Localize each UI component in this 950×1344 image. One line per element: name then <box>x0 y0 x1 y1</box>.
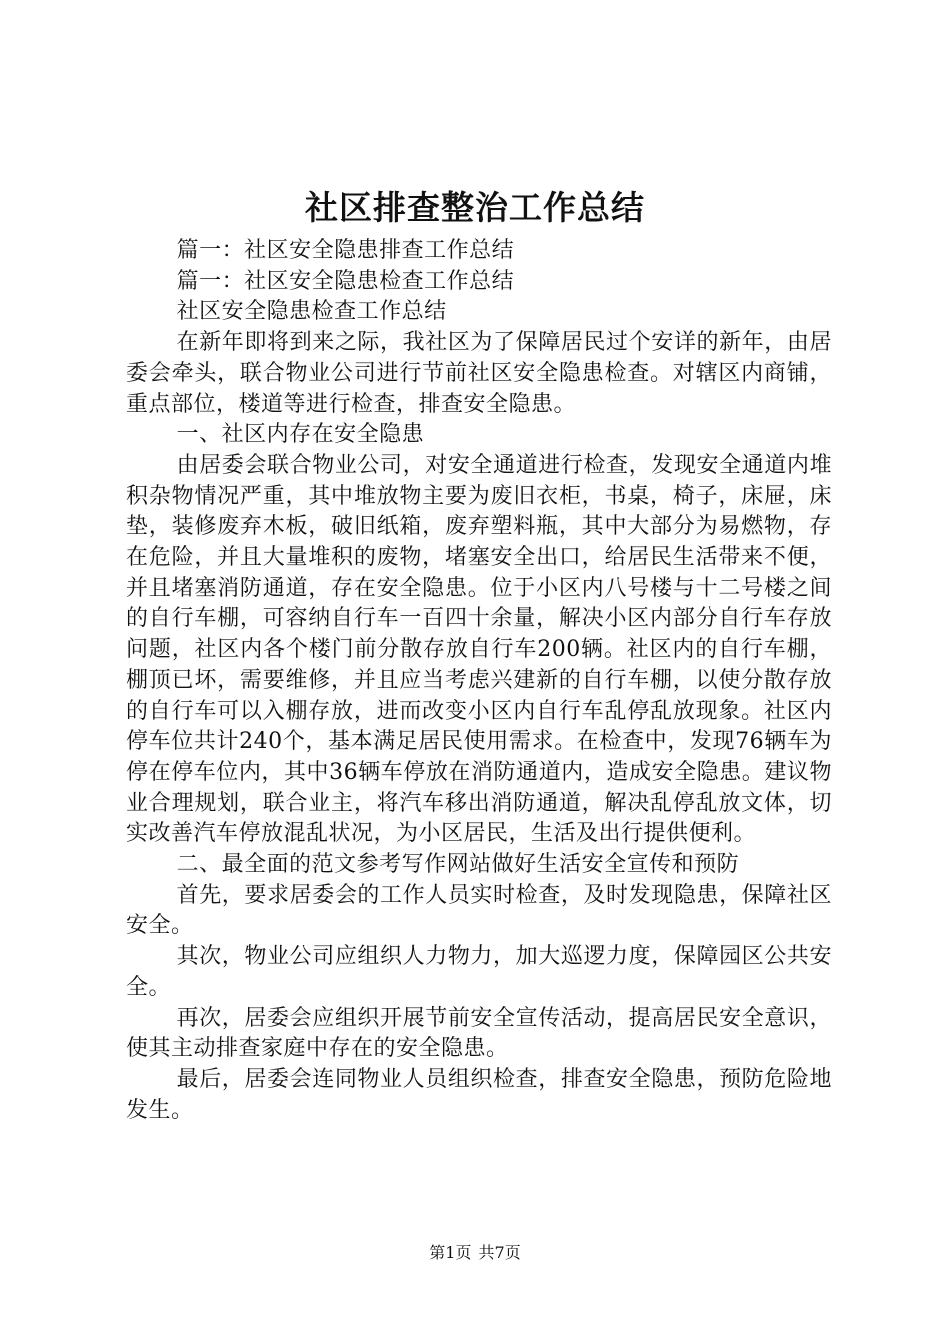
paragraph-1: 篇一：社区安全隐患排查工作总结 <box>176 238 515 263</box>
paragraph-8: 首先，要求居委会的工作人员实时检查，及时发现隐患，保障社区安全。 <box>126 882 832 939</box>
section-heading-1: 一、社区内存在安全隐患 <box>176 422 425 448</box>
page-footer <box>0 1242 950 1264</box>
document-body <box>126 236 832 1126</box>
paragraph-2: 篇一：社区安全隐患检查工作总结 <box>176 268 515 294</box>
section-heading-2: 二、最全面的范文参考写作网站做好生活安全宣传和预防 <box>176 852 740 878</box>
paragraph-9: 其次，物业公司应组织人力物力，加大巡逻力度，保障园区公共安全。 <box>126 944 832 1000</box>
current-page-number: 第1页 <box>429 1243 472 1262</box>
paragraph-10: 再次，居委会应组织开展节前安全宣传活动，提高居民安全意识，使其主动排查家庭中存在的安全隐患。 <box>126 1005 832 1062</box>
paragraph-4: 在新年即将到来之际，我社区为了保障居民过个安详的新年，由居委会牵头，联合物业公司进行节前社区安全隐患检查。对辖区内商铺，重点部位，楼道等进行检查，排查安全隐患。 <box>126 330 832 417</box>
paragraph-6: 由居委会联合物业公司，对安全通道进行检查，发现安全通道内堆积杂物情况严重，其中堆放物主要为废旧衣柜，书桌，椅子，床屉，床垫，装修废弃木板，破旧纸箱，废弃塑料瓶，其中大部分为易燃物，存在危险，并且大量堆积的废物，堵塞安全出口，给居民生活带来不便，并且堵塞消防通道，存在安全隐患。位于小区内八号楼与十二号楼之间的自行车棚，可容纳自行车一百四十余量，解决小区内部分自行车存放问题，社区内各个楼门前分散存放自行车200辆。社区内的自行车棚，棚顶已坏，需要维修，并且应当考虑兴建新的自行车棚，以使分散存放的自行车可以入棚存放，进而改变小区内自行车乱停乱放现象。社区内停车位共计240个，基本满足居民使用需求。在检查中，发现76辆车为停在停车位内，其中36辆车停放在消防通道内，造成安全隐患。建议物业合理规划，联合业主，将汽车移出消防通道，解决乱停乱放文体，切实改善汽车停放混乱状况，为小区居民，生活及出行提供便利。 <box>126 452 832 847</box>
document-title: 社区排查整治工作总结 <box>305 188 645 227</box>
paragraph-3: 社区安全隐患检查工作总结 <box>176 299 447 325</box>
total-page-count: 共7页 <box>478 1243 521 1262</box>
paragraph-11: 最后，居委会连同物业人员组织检查，排查安全隐患，预防危险地发生。 <box>126 1066 832 1123</box>
